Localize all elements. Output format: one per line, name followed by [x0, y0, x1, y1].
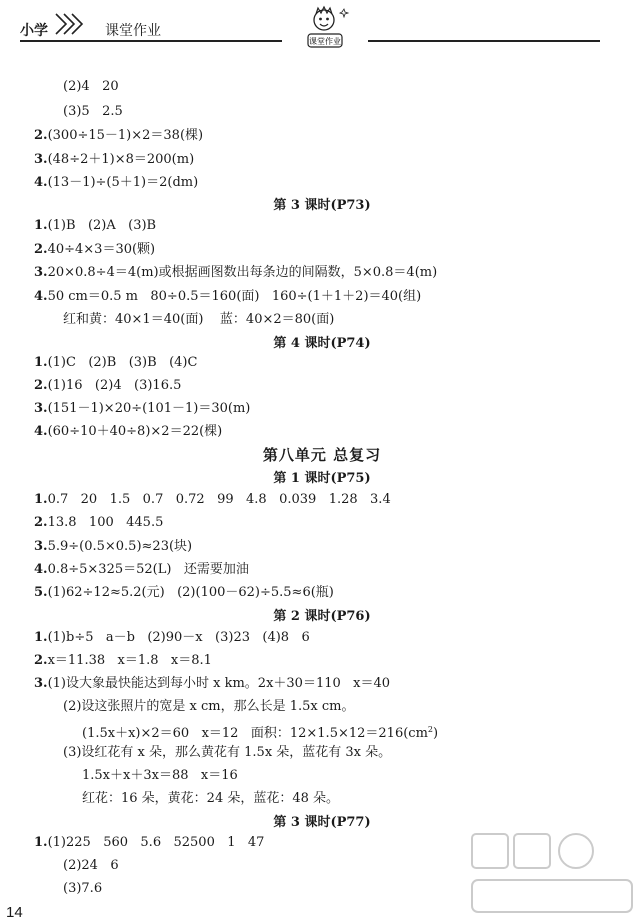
- answer-line: [34, 175, 198, 191]
- item-number: 4.: [34, 175, 48, 190]
- answer-line: [34, 401, 250, 417]
- answer-line: [34, 128, 203, 144]
- answer-line: (2)24 6: [63, 858, 119, 873]
- answer-text: (1)C (2)B (3)B (4)C: [47, 355, 198, 370]
- answer-text: (1)设大象最快能达到每小时 x km。2x＋30＝110 x＝40: [47, 676, 391, 691]
- item-number: 5.: [34, 585, 48, 600]
- answer-line: (3)设红花有 x 朵，那么黄花有 1.5x 朵，蓝花有 3x 朵。: [63, 745, 392, 760]
- answer-line: [34, 265, 437, 281]
- page-number: 14: [6, 904, 23, 921]
- answer-text: 20×0.8÷4＝4(m)或根据画图数出每条边的间隔数，5×0.8＝4(m): [47, 265, 438, 280]
- header-right-label: 课堂作业: [105, 23, 161, 39]
- answer-line: (2)设这张照片的宽是 x cm，那么长是 1.5x cm。: [63, 699, 355, 714]
- answer-text: (1)16 (2)4 (3)16.5: [47, 378, 182, 393]
- answer-text: (48÷2＋1)×8＝200(m): [47, 152, 195, 167]
- answer-text: 13.8 100 445.5: [47, 515, 164, 530]
- header-rule-right: [368, 40, 600, 42]
- item-number: 4.: [34, 562, 48, 577]
- answer-text: (1.5x＋x)×2＝60 x＝12 面积：12×1.5×12＝216(cm: [82, 726, 428, 741]
- answer-line: (3)5 2.5: [63, 104, 123, 119]
- answer-line: (3)7.6: [63, 881, 103, 896]
- unit-title: 第八单元 总复习: [262, 446, 382, 464]
- answer-line: 1.5x＋x＋3x＝88 x＝16: [82, 768, 238, 783]
- item-number: 2.: [34, 242, 48, 257]
- answer-line: [34, 515, 163, 531]
- answer-line: [34, 562, 249, 578]
- answer-text: (1)225 560 5.6 52500 1 47: [47, 835, 265, 850]
- item-number: 1.: [34, 355, 48, 370]
- answer-text: (300÷15－1)×2＝38(棵): [47, 128, 204, 143]
- superscript: 2: [427, 725, 433, 734]
- answer-text: 40÷4×3＝30(颗): [47, 242, 156, 257]
- answer-line: [34, 218, 156, 234]
- header-left-label: 小学: [20, 23, 48, 39]
- answer-text: (1)B (2)A (3)B: [47, 218, 157, 233]
- item-number: 1.: [34, 492, 48, 507]
- item-number: 2.: [34, 378, 48, 393]
- item-number: 2.: [34, 653, 48, 668]
- section-heading: 第 2 课时(P76): [273, 609, 371, 624]
- item-number: 3.: [34, 152, 48, 167]
- answer-line: (2)4 20: [63, 79, 119, 94]
- item-number: 3.: [34, 265, 48, 280]
- item-number: 3.: [34, 539, 48, 554]
- answer-text: (1)62÷12≈5.2(元) (2)(100－62)÷5.5≈6(瓶): [47, 585, 334, 600]
- item-number: 1.: [34, 218, 48, 233]
- answer-text: 50 cm＝0.5 m 80÷0.5＝160(面) 160÷(1＋1＋2)＝40(组): [47, 289, 422, 304]
- item-number: 1.: [34, 835, 48, 850]
- answer-text: 0.8÷5×325＝52(L) 还需要加油: [47, 562, 249, 577]
- answer-text: (1)b÷5 a－b (2)90－x (3)23 (4)8 6: [47, 630, 310, 645]
- answer-text-end: ): [432, 726, 439, 741]
- chevron-icon: [52, 12, 92, 36]
- answer-text: 0.7 20 1.5 0.7 0.72 99 4.8 0.039 1.28 3.4: [47, 492, 391, 507]
- item-number: 3.: [34, 676, 48, 691]
- answer-line: [34, 539, 192, 555]
- answer-line: 红花：16 朵，黄花：24 朵，蓝花：48 朵。: [82, 791, 340, 806]
- item-number: 2.: [34, 515, 48, 530]
- section-heading: 第 3 课时(P77): [273, 815, 371, 830]
- answer-line: [34, 630, 310, 646]
- section-heading: 第 3 课时(P73): [273, 198, 371, 213]
- answer-line: [34, 835, 264, 851]
- watermark-logo-icon: [468, 830, 636, 918]
- answer-line: [34, 152, 194, 168]
- answer-line: [34, 653, 212, 669]
- answer-line: [34, 585, 334, 601]
- answer-line: [34, 378, 181, 394]
- header-rule-left: [20, 40, 282, 42]
- item-number: 4.: [34, 424, 48, 439]
- answer-line: [34, 424, 222, 440]
- item-number: 4.: [34, 289, 48, 304]
- answer-line: [82, 722, 438, 742]
- answer-line: [34, 676, 390, 692]
- answer-line: [34, 492, 391, 508]
- section-heading: 第 4 课时(P74): [273, 336, 371, 351]
- item-number: 2.: [34, 128, 48, 143]
- answer-line: [34, 355, 197, 371]
- answer-text: (13－1)÷(5＋1)＝2(dm): [47, 175, 199, 190]
- mascot-logo-icon: [296, 4, 356, 50]
- svg-text:课堂作业: 课堂作业: [309, 37, 341, 46]
- answer-text: 5.9÷(0.5×0.5)≈23(块): [47, 539, 193, 554]
- answer-text: (151－1)×20÷(101－1)＝30(m): [47, 401, 251, 416]
- answer-text: x＝11.38 x＝1.8 x＝8.1: [47, 653, 212, 668]
- answer-line: [34, 289, 421, 305]
- page-header: [0, 0, 644, 52]
- section-heading: 第 1 课时(P75): [273, 471, 371, 486]
- answer-line: 红和黄：40×1＝40(面) 蓝：40×2＝80(面): [63, 312, 335, 327]
- item-number: 3.: [34, 401, 48, 416]
- answer-line: [34, 242, 155, 258]
- item-number: 1.: [34, 630, 48, 645]
- answer-text: (60÷10＋40÷8)×2＝22(棵): [47, 424, 223, 439]
